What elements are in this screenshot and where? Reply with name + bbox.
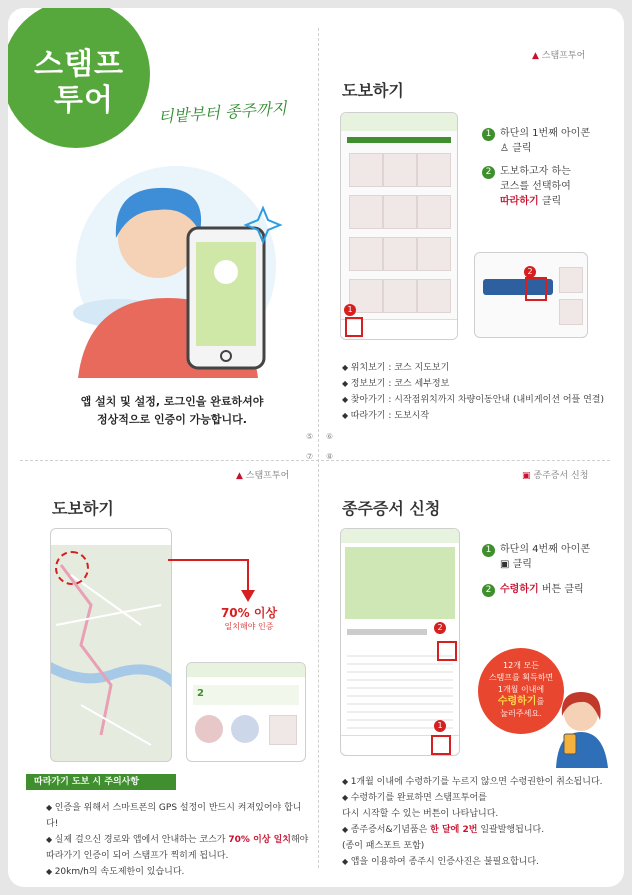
feature-info: ◆ 정보보기 : 코스 세부정보 — [342, 376, 612, 392]
follow-label: 따라하기 — [500, 196, 539, 207]
cert-marker-2: 2 — [434, 622, 446, 634]
guide-page — [8, 8, 624, 887]
feature-follow: ◆ 따라가기 : 도보시작 — [342, 408, 612, 424]
cert-marker-1: 1 — [434, 720, 446, 732]
cert-step-1 — [482, 542, 612, 572]
login-notice-line2: 정상적으로 인증이 가능합니다. — [97, 413, 247, 426]
horizontal-divider — [20, 460, 610, 461]
stamp-tour-tag-2 — [236, 468, 289, 481]
stamp-card-screenshot — [186, 662, 306, 762]
issue-frequency: 한 달에 2번 — [430, 825, 478, 835]
course-popup-screenshot — [474, 252, 588, 338]
cert-step-2 — [482, 582, 612, 597]
page-number-5: ⑤ — [306, 432, 314, 441]
caution-match: ◆ 실제 걸으신 경로와 앱에서 안내하는 코스가 70% 이상 일치해야 — [46, 832, 310, 848]
progress-bar — [347, 137, 451, 143]
walk-step-2-line2: 코스를 선택하여 — [500, 181, 571, 192]
stamp-card-header — [187, 663, 305, 677]
certificate-tag-text: 종주증서 신청 — [533, 471, 589, 481]
caution-title: 따라가기 도보 시 주의사항 — [26, 774, 176, 790]
match-percent: 70% 이상 — [220, 606, 278, 620]
badge-title-line1: 스탬프 — [34, 47, 124, 82]
vertical-divider — [318, 28, 319, 868]
cert-app-header — [341, 529, 459, 543]
note-photo: ◆ 앱을 이용하여 종주시 인증사진은 불필요합니다. — [342, 854, 618, 870]
fourth-tab-highlight — [431, 735, 451, 755]
step-number-1: 1 — [482, 544, 495, 557]
login-notice-line1: 앱 설치 및 설정, 로그인을 완료하셔야 — [80, 395, 264, 408]
feature-navigate: ◆ 찾아가기 : 시작점위치까지 차량이동안내 (내비게이션 어플 연결) — [342, 392, 612, 408]
cert-step-1-text: 하단의 4번째 아이콘 — [500, 544, 590, 555]
step-number-2: 2 — [482, 166, 495, 179]
note-issue: ◆ 종주증서&기념품은 한 달에 2번 일괄발행됩니다. — [342, 822, 618, 838]
app-header-bar — [341, 113, 457, 131]
step-marker-1: 1 — [344, 304, 356, 316]
receive-callout: 12개 모든 스탬프를 획득하면 1개월 이내에 수령하기를 눌러주세요. — [478, 648, 564, 734]
feature-location: ◆ 위치보기 : 코스 지도보기 — [342, 360, 612, 376]
caution-gps: ◆ 인증을 위해서 스마트폰의 GPS 설정이 반드시 켜져있어야 합니다! — [46, 800, 310, 832]
man-with-phone-illustration — [58, 148, 298, 378]
certificate-tag — [522, 468, 588, 481]
gift-tab-icon: ▣ — [500, 559, 510, 570]
walk-step-1 — [482, 126, 612, 156]
walk-step-2-click: 클릭 — [541, 196, 562, 207]
caution-stamp: 따라가기 인증이 되어 스탬프가 찍히게 됩니다. — [46, 851, 229, 861]
match-requirement: 70% 이상 일치 — [228, 835, 291, 845]
stamp-1 — [195, 715, 223, 743]
stamp-tour-tag-text: 스탬프투어 — [541, 51, 586, 61]
login-notice — [52, 393, 292, 429]
header-subtitle: 티밭부터 종주까지 — [157, 98, 288, 127]
pointer-arrow — [168, 556, 264, 610]
walking-section-title: 도보하기 — [342, 81, 404, 100]
note-restart: ◆ 수령하기를 완료하면 스탬프투어를 — [342, 790, 618, 806]
caution-speed: ◆ 20km/h의 속도제한이 있습니다. — [46, 864, 310, 880]
stamp-progress-row — [193, 685, 299, 705]
follow-button-highlight — [525, 277, 547, 301]
walking-section-title-2: 도보하기 — [52, 499, 114, 518]
callout-receive: 수령하기 — [497, 696, 537, 707]
note-deadline: ◆ 1개월 이내에 수령하기를 누르지 않으면 수령권한이 취소됩니다. — [342, 774, 618, 790]
stamp-tour-tag — [532, 48, 585, 61]
match-rate-callout — [212, 604, 286, 632]
certificate-notes — [342, 774, 618, 870]
stamp-2 — [231, 715, 259, 743]
stamp-icon: ▲ — [532, 51, 539, 61]
stamp-icon: ▲ — [236, 471, 243, 481]
app-course-list-screenshot — [340, 112, 458, 340]
first-tab-highlight — [345, 317, 363, 337]
gift-icon: ▣ — [522, 471, 531, 481]
page-number-6: ⑥ — [326, 432, 334, 441]
walk-step-1-text: 하단의 1번째 아이콘 — [500, 128, 590, 139]
match-subtext: 일치해야 인증 — [224, 622, 274, 631]
walk-feature-list — [342, 360, 612, 424]
cert-step-2-text: 버튼 클릭 — [541, 584, 584, 595]
walk-step-2-line1: 도보하고자 하는 — [500, 166, 571, 177]
woman-illustration — [548, 676, 614, 768]
note-issue-2: (종이 패스포트 포함) — [342, 841, 425, 851]
receive-label: 수령하기 — [500, 584, 539, 595]
walk-step-1-click: 클릭 — [512, 143, 532, 154]
caution-list — [46, 800, 310, 880]
step-number-2: 2 — [482, 584, 495, 597]
map-screenshot — [50, 528, 172, 762]
cert-step-1-click: 클릭 — [512, 559, 532, 570]
page-number-8: ⑧ — [326, 452, 334, 461]
badge-title-line2: 투어 — [54, 83, 114, 118]
note-restart-2: 다시 시작할 수 있는 버튼이 나타납니다. — [342, 809, 499, 819]
stamp-tour-tag-text-2: 스탬프투어 — [245, 471, 290, 481]
cert-map-banner — [345, 547, 455, 619]
walk-step-2 — [482, 164, 612, 209]
step-number-1: 1 — [482, 128, 495, 141]
cert-terms-text — [347, 649, 453, 729]
certificate-section-title: 종주증서 신청 — [342, 499, 441, 518]
receive-button-highlight — [437, 641, 457, 661]
person-icon: ♙ — [500, 143, 509, 154]
step-marker-2: 2 — [524, 266, 536, 278]
map-header — [51, 529, 171, 545]
page-number-7: ⑦ — [306, 452, 314, 461]
stamp-count: 2 — [197, 688, 204, 699]
match-rate-circle — [55, 551, 89, 585]
